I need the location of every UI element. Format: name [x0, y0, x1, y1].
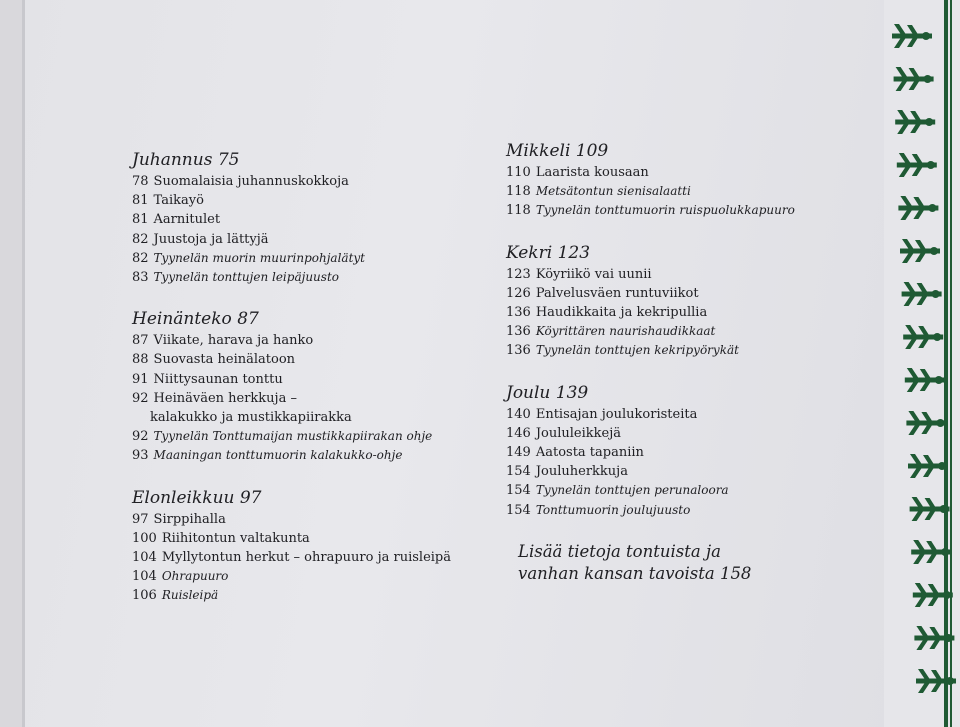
- entry-title: Viikate, harava ja hanko: [153, 333, 314, 349]
- toc-entry: [506, 182, 795, 201]
- toc-entry: [132, 191, 451, 210]
- toc-entry: [506, 322, 795, 341]
- border-motif-icon: [894, 67, 934, 91]
- toc-entry: [132, 370, 451, 389]
- section-title: Joulu 139: [506, 382, 589, 403]
- entry-title: Suomalaisia juhannuskokkoja: [153, 174, 349, 189]
- page-number: 123: [506, 266, 531, 282]
- toc-entry: [132, 249, 451, 268]
- border-motif-icon: [892, 24, 932, 48]
- page-number: 87: [132, 333, 149, 349]
- more-info-line1: Lisää tietoja tontuista ja: [518, 541, 721, 561]
- section-title: Heinänteko 87: [132, 309, 259, 330]
- folk-pattern-border-icon: [884, 0, 960, 727]
- entry-title: Sirppihalla: [153, 511, 226, 527]
- entry-title: Suovasta heinälatoon: [153, 352, 296, 368]
- entry-title: Tonttumuorin joulujuusto: [535, 502, 691, 517]
- toc-entry: [506, 481, 795, 500]
- page-number: 136: [506, 305, 531, 321]
- page-number: 154: [506, 483, 531, 499]
- entry-title: Ruisleipä: [161, 588, 219, 603]
- border-motif-icon: [910, 497, 950, 521]
- entry-title: Jouluherkkuja: [535, 464, 628, 480]
- page-number: 136: [506, 343, 531, 359]
- section-title: Juhannus 75: [132, 150, 240, 170]
- toc-entry: [132, 567, 451, 586]
- border-motif-icon: [903, 325, 943, 349]
- entry-title: Aarnitulet: [153, 212, 221, 228]
- entry-title: Heinäväen herkkuja –: [153, 390, 297, 406]
- page-number: 118: [506, 203, 531, 219]
- entry-title: Myllytontun herkut – ohrapuuro ja ruisleipä: [161, 550, 452, 566]
- toc-entry: [506, 265, 795, 284]
- page-number: 118: [506, 184, 531, 200]
- toc-entry: [506, 405, 795, 424]
- toc-entry: [132, 408, 451, 427]
- toc-section: [506, 140, 795, 221]
- toc-entry: [132, 548, 451, 567]
- toc-section: [132, 487, 451, 606]
- toc-entry: [506, 424, 795, 443]
- toc-entry: [506, 443, 795, 462]
- page-number: 78: [132, 174, 149, 189]
- page-number: 110: [506, 165, 531, 180]
- page-number: 126: [506, 285, 531, 301]
- page-number: 140: [506, 406, 531, 422]
- entry-title: Tyynelän tonttujen kekripyörykät: [535, 343, 739, 358]
- left-toc-column: [132, 149, 451, 627]
- entry-title: Tyynelän tonttujen leipäjuusto: [153, 270, 339, 285]
- border-motif-icon: [906, 411, 946, 435]
- entry-title: Haudikkaita ja kekripullia: [535, 305, 708, 321]
- more-info: [506, 541, 795, 585]
- toc-entry: [132, 268, 451, 287]
- page-number: 82: [132, 250, 149, 266]
- page-number: 97: [132, 511, 149, 527]
- toc-entry: [132, 427, 451, 446]
- section-title: Kekri 123: [506, 242, 591, 263]
- toc-entry: [132, 389, 451, 408]
- toc-entry: [132, 586, 451, 605]
- toc-entry: [132, 350, 451, 369]
- page-number: 106: [132, 588, 157, 604]
- border-motif-icon: [908, 454, 948, 478]
- toc-entry: [506, 303, 795, 322]
- page-number: 92: [132, 390, 149, 406]
- toc-entry: [132, 529, 451, 548]
- toc-entry: [506, 284, 795, 303]
- book-page: [22, 0, 960, 727]
- toc-entry: [132, 230, 451, 249]
- section-title: Elonleikkuu 97: [132, 487, 262, 508]
- page-number: 92: [132, 429, 149, 445]
- entry-title: Tyynelän tonttujen perunaloora: [535, 483, 729, 498]
- toc-entry: [506, 341, 795, 360]
- entry-title: Maaningan tonttumuorin kalakukko-ohje: [153, 448, 403, 463]
- entry-title: Ohrapuuro: [161, 569, 229, 584]
- border-motif-icon: [902, 282, 942, 306]
- toc-section: [132, 308, 451, 465]
- page-number: 136: [506, 324, 531, 340]
- page-number: 104: [132, 550, 157, 566]
- border-motif-icon: [905, 368, 945, 392]
- more-info-line2: vanhan kansan tavoista 158: [518, 563, 752, 583]
- entry-title: Tyynelän tonttumuorin ruispuolukkapuuro: [535, 203, 795, 218]
- toc-entry: [506, 201, 795, 220]
- toc-entry: [506, 501, 795, 520]
- page-number: 81: [132, 193, 149, 209]
- toc-entry: [132, 210, 451, 229]
- page-number: 91: [132, 371, 149, 387]
- entry-title: Köyriikö vai uunii: [535, 266, 652, 282]
- entry-title: Aatosta tapaniin: [535, 445, 644, 461]
- toc-section: [506, 242, 795, 361]
- toc-entry: [132, 510, 451, 529]
- entry-title: Entisajan joulukoristeita: [535, 406, 698, 422]
- page-number: 83: [132, 270, 149, 286]
- page-number: 81: [132, 212, 149, 228]
- toc-section: [506, 382, 795, 520]
- toc-section: [132, 149, 451, 287]
- toc-entry: [506, 462, 795, 481]
- entry-title: Joululeikkejä: [535, 425, 622, 441]
- entry-title: Taikayö: [153, 193, 204, 209]
- border-motif-icon: [914, 626, 954, 650]
- page-number: 100: [132, 530, 157, 546]
- entry-title: Palvelusväen runtuviikot: [535, 285, 699, 301]
- page-number: 146: [506, 425, 531, 441]
- page-number: 88: [132, 352, 149, 368]
- right-toc-column: [506, 140, 795, 585]
- toc-entry: [132, 172, 451, 191]
- toc-entry: [506, 163, 795, 182]
- toc-entry: [132, 446, 451, 465]
- entry-title: Tyynelän muorin muurinpohjalätyt: [153, 250, 365, 265]
- page-number: 104: [132, 569, 157, 585]
- page-number: 154: [506, 502, 531, 518]
- entry-title: Laarista kousaan: [535, 165, 649, 180]
- border-motif-icon: [897, 153, 937, 177]
- page-number: 154: [506, 464, 531, 480]
- border-motif-icon: [895, 110, 935, 134]
- page-number: 82: [132, 231, 149, 247]
- border-motif-icon: [898, 196, 938, 220]
- page-number: 93: [132, 448, 149, 464]
- border-motif-icon: [900, 239, 940, 263]
- toc-entry: [132, 331, 451, 350]
- entry-title: Riihitontun valtakunta: [161, 530, 310, 546]
- entry-title: kalakukko ja mustikkapiirakka: [150, 410, 352, 426]
- entry-title: Juustoja ja lättyjä: [153, 231, 269, 247]
- page-number: 149: [506, 445, 531, 461]
- entry-title: Metsätontun sienisalaatti: [535, 184, 691, 199]
- entry-title: Niittysaunan tonttu: [153, 371, 283, 387]
- section-title: Mikkeli 109: [506, 141, 609, 161]
- entry-title: Tyynelän Tonttumaijan mustikkapiirakan ohje: [153, 429, 433, 444]
- entry-title: Köyrittären naurishaudikkaat: [535, 324, 716, 339]
